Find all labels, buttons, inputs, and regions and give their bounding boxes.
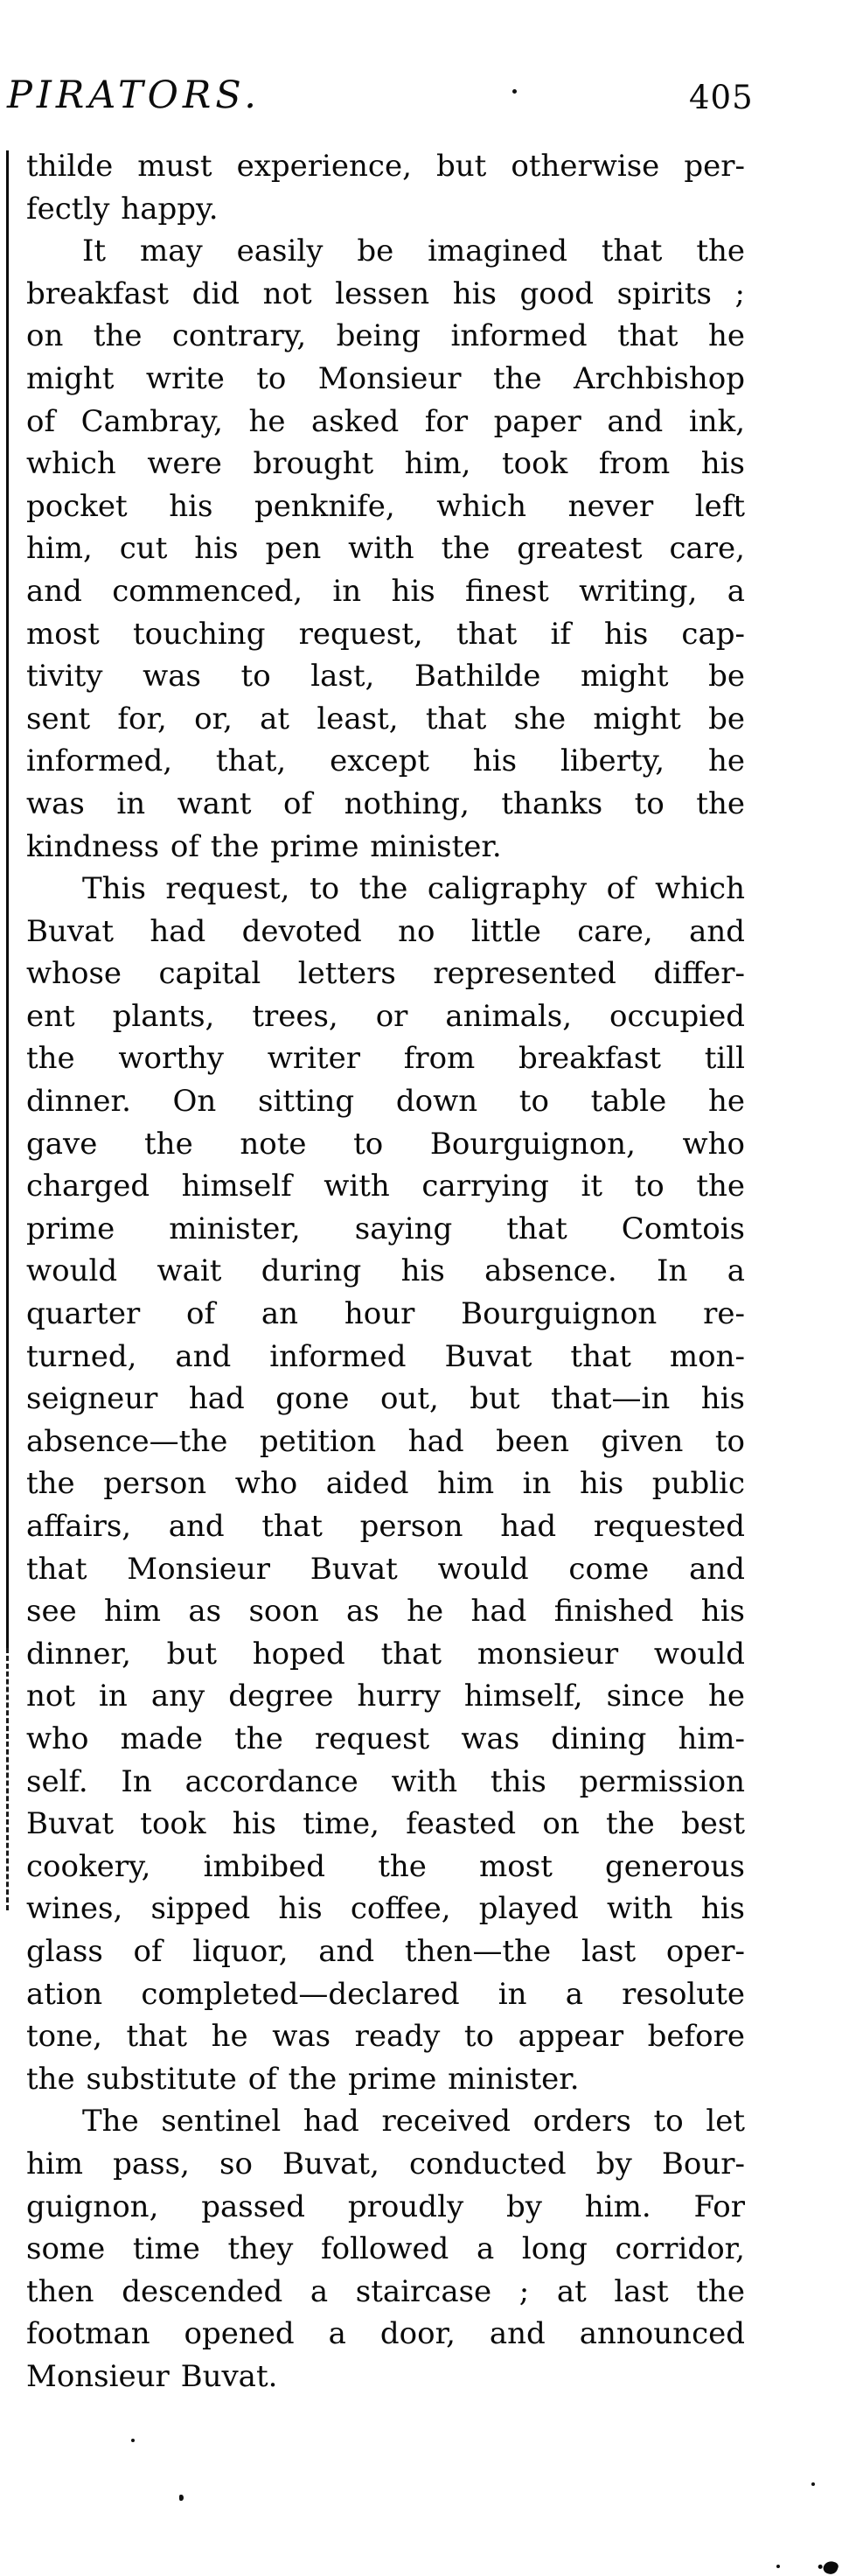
text-line: tone, that he was ready to appear before xyxy=(26,2019,745,2055)
text-line: the substitute of the prime minister. xyxy=(26,2061,580,2097)
text-line: tivity was to last, Bathilde might be xyxy=(26,659,745,695)
text-line: thilde must experience, but otherwise per- xyxy=(26,149,745,184)
text-line: quarter of an hour Bourguignon re- xyxy=(26,1296,745,1332)
text-line: might write to Monsieur the Archbishop xyxy=(26,360,745,396)
text-line: see him as soon as he had finished his xyxy=(26,1594,745,1630)
ink-speck xyxy=(512,89,517,94)
text-line: This request, to the caligraphy of which xyxy=(82,871,745,907)
ink-speck xyxy=(776,2565,780,2568)
text-line: not in any degree hurry himself, since he xyxy=(26,1679,745,1714)
text-line: dinner. On sitting down to table he xyxy=(26,1084,745,1120)
text-line: the worthy writer from breakfast till xyxy=(26,1041,745,1077)
text-line: gave the note to Bourguignon, who xyxy=(26,1126,745,1162)
text-line: wines, sipped his coffee, played with his xyxy=(26,1891,745,1927)
text-line: affairs, and that person had requested xyxy=(26,1509,745,1544)
text-line: would wait during his absence. In a xyxy=(26,1253,745,1289)
text-line: him, cut his pen with the greatest care, xyxy=(26,531,745,567)
running-header-title: PIRATORS. xyxy=(7,73,261,117)
text-line: of Cambray, he asked for paper and ink, xyxy=(26,403,745,439)
ink-speck xyxy=(131,2439,135,2442)
text-line: most touching request, that if his cap- xyxy=(26,616,745,652)
text-line: Monsieur Buvat. xyxy=(26,2358,278,2394)
text-line: some time they followed a long corridor, xyxy=(26,2231,745,2267)
text-line: which were brought him, took from his xyxy=(26,446,745,482)
text-line: charged himself with carrying it to the xyxy=(26,1169,745,1204)
text-line: prime minister, saying that Comtois xyxy=(26,1211,745,1246)
text-line: on the contrary, being informed that he xyxy=(26,318,745,354)
text-line: whose capital letters represented differ- xyxy=(26,956,745,992)
text-line: It may easily be imagined that the xyxy=(82,234,745,269)
page-text xyxy=(26,145,745,2398)
text-line: Buvat took his time, feasted on the best xyxy=(26,1806,745,1842)
text-line: him pass, so Buvat, conducted by Bour- xyxy=(26,2146,745,2182)
text-line: self. In accordance with this permission xyxy=(26,1763,745,1799)
text-line: glass of liquor, and then—the last oper- xyxy=(26,1933,745,1969)
text-line: The sentinel had received orders to let xyxy=(82,2104,745,2140)
text-line: absence—the petition had been given to xyxy=(26,1423,745,1459)
text-line: pocket his penknife, which never left xyxy=(26,488,745,524)
ink-speck xyxy=(179,2495,184,2501)
text-line: that Monsieur Buvat would come and xyxy=(26,1551,745,1587)
text-line: then descended a staircase ; at last the xyxy=(26,2273,745,2309)
text-line: turned, and informed Buvat that mon- xyxy=(26,1338,745,1374)
text-line: cookery, imbibed the most generous xyxy=(26,1848,745,1884)
text-line: ation completed—declared in a resolute xyxy=(26,1976,745,2012)
left-gutter-rule-faded xyxy=(6,1648,9,1910)
text-line: and commenced, in his finest writing, a xyxy=(26,573,745,609)
text-line: the person who aided him in his public xyxy=(26,1466,745,1502)
text-line: guignon, passed proudly by him. For xyxy=(26,2189,745,2224)
ink-speck xyxy=(811,2482,815,2486)
text-line: Buvat had devoted no little care, and xyxy=(26,913,745,949)
page-number: 405 xyxy=(689,79,754,116)
text-line: breakfast did not lessen his good spirits ; xyxy=(26,276,745,311)
text-line: informed, that, except his liberty, he xyxy=(26,743,745,779)
left-gutter-rule xyxy=(6,150,9,1648)
text-line: sent for, or, at least, that she might be xyxy=(26,701,745,736)
text-line: who made the request was dining him- xyxy=(26,1721,745,1756)
ink-blot xyxy=(822,2559,839,2576)
text-line: dinner, but hoped that monsieur would xyxy=(26,1636,745,1672)
text-line: footman opened a door, and announced xyxy=(26,2316,745,2352)
text-line: seigneur had gone out, but that—in his xyxy=(26,1381,745,1417)
text-line: kindness of the prime minister. xyxy=(26,828,502,864)
text-line: fectly happy. xyxy=(26,191,219,227)
text-line: ent plants, trees, or animals, occupied xyxy=(26,998,745,1034)
text-line: was in want of nothing, thanks to the xyxy=(26,785,745,821)
